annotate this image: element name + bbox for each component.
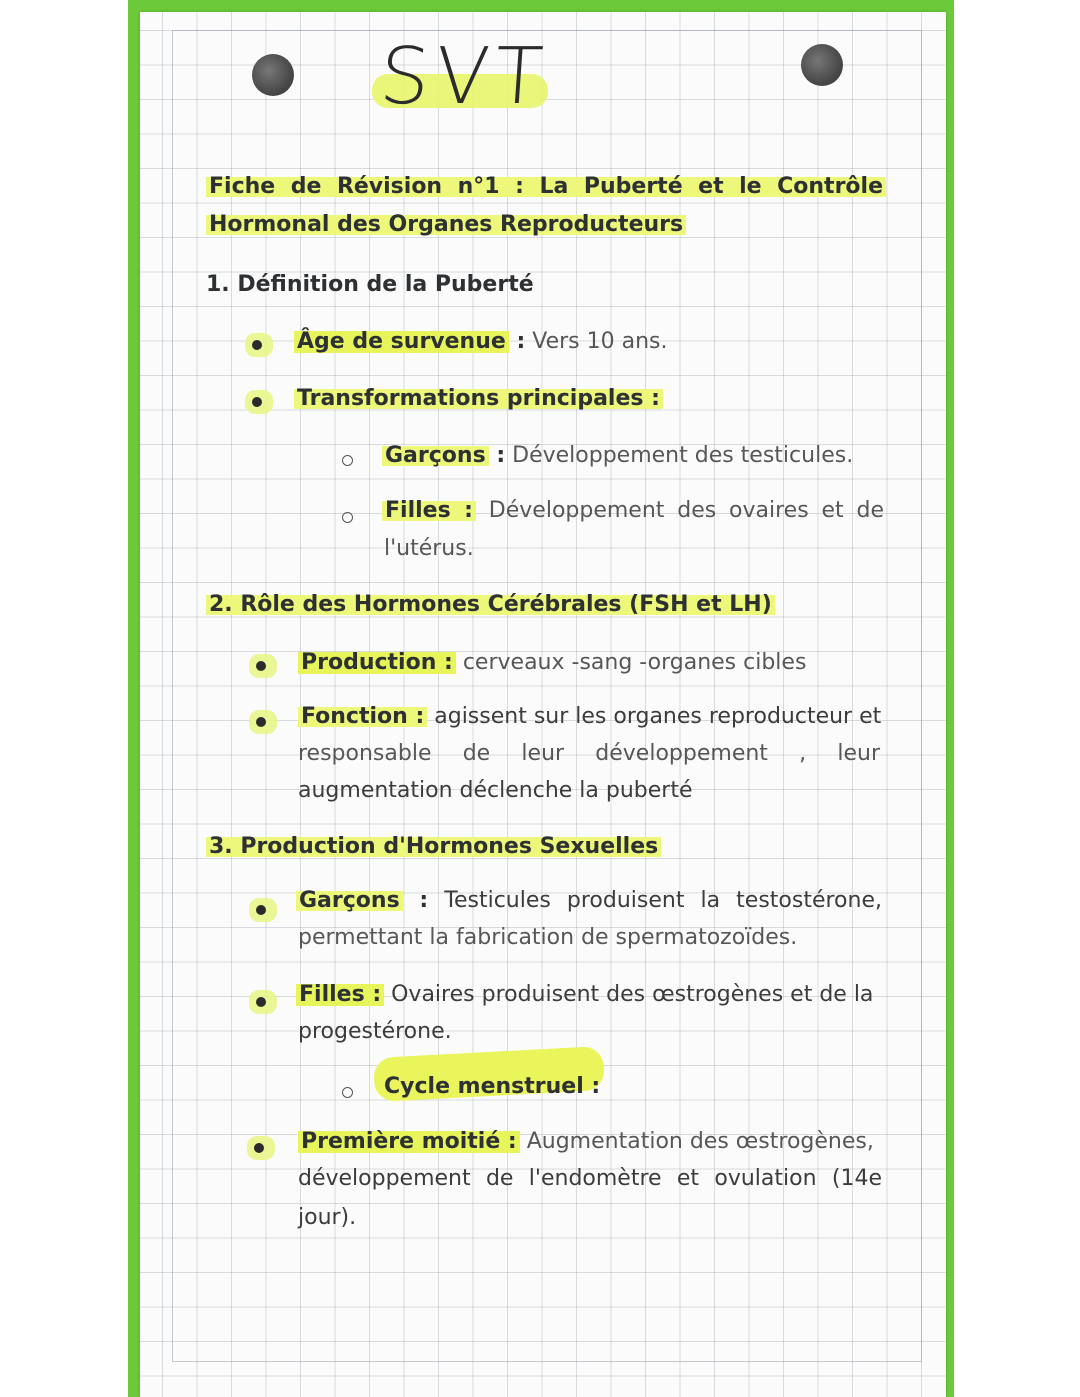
- circle-bullet-icon: [342, 1087, 353, 1098]
- label-premiere-moitie: Première moitié :: [298, 1129, 520, 1154]
- section-1-title: 1. Définition de la Puberté: [206, 272, 534, 297]
- section-3-title-text: 3. Production d'Hormones Sexuelles: [206, 834, 661, 859]
- heading-line-2-text: Hormonal des Organes Reproducteurs: [206, 212, 686, 237]
- heading-line-2: [206, 206, 686, 243]
- text-production: cerveaux -sang -organes cibles: [455, 650, 807, 675]
- bullet-icon: [256, 997, 266, 1007]
- subitem-filles-line-2: l'utérus.: [384, 536, 474, 561]
- section-2-title: [206, 586, 775, 623]
- bullet-icon: [256, 905, 266, 915]
- heading-line-1-text: Fiche de Révision n°1 : La Puberté et le Contrôle: [206, 174, 886, 199]
- list-item-production: [298, 644, 806, 681]
- list-item-age: [294, 323, 668, 360]
- subitem-cycle-menstruel: Cycle menstruel :: [384, 1074, 601, 1099]
- bullet-icon: [254, 1143, 264, 1153]
- heading-line-1: [206, 168, 886, 205]
- sep-garcons-hormones: :: [402, 888, 429, 913]
- subitem-filles: [382, 492, 884, 529]
- bullet-icon: [252, 340, 262, 350]
- section-2-title-text: 2. Rôle des Hormones Cérébrales (FSH et LH): [206, 592, 775, 617]
- premiere-moitie-line-2: développement de l'endomètre et ovulation (14e: [298, 1166, 882, 1191]
- label-filles-hormones: Filles :: [296, 982, 384, 1007]
- list-item-premiere-moitie: [298, 1123, 874, 1160]
- fonction-line-3: augmentation déclenche la puberté: [298, 778, 693, 803]
- garcons-hormones-line-2: permettant la fabrication de spermatozoïdes.: [298, 925, 798, 950]
- fonction-line-2: responsable de leur développement , leur: [298, 741, 880, 766]
- text-premiere-moitie: Augmentation des œstrogènes,: [519, 1129, 874, 1154]
- filles-hormones-line-2: progestérone.: [298, 1019, 452, 1044]
- page-title: SVT: [376, 32, 552, 122]
- list-item-fonction: [298, 698, 881, 735]
- text-garcons: Développement des testicules.: [505, 443, 854, 468]
- text-filles-hormones: Ovaires produisent des œstrogènes et de la: [384, 982, 874, 1007]
- list-item-filles-hormones: [296, 976, 873, 1013]
- section-3-title: [206, 828, 661, 865]
- sep-age: :: [508, 329, 526, 354]
- label-garcons-hormones: Garçons: [296, 888, 403, 913]
- bullet-icon: [256, 717, 266, 727]
- label-age: Âge de survenue: [294, 329, 509, 354]
- premiere-moitie-line-3: jour).: [298, 1205, 357, 1230]
- bullet-icon: [252, 397, 262, 407]
- text-filles: Développement des ovaires et de: [475, 498, 884, 523]
- subitem-garcons: [382, 437, 853, 474]
- label-fonction: Fonction :: [298, 704, 427, 729]
- text-fonction: agissent sur les organes reproducteur et: [427, 704, 882, 729]
- circle-bullet-icon: [342, 455, 353, 466]
- bullet-icon: [256, 661, 266, 671]
- sep-garcons: :: [488, 443, 506, 468]
- label-garcons: Garçons: [382, 443, 489, 468]
- label-transformations: Transformations principales :: [294, 386, 663, 411]
- list-item-garcons-hormones: [296, 882, 882, 919]
- list-item-transformations: [294, 380, 663, 417]
- circle-bullet-icon: [342, 512, 353, 523]
- label-production: Production :: [298, 650, 456, 675]
- punch-hole-right: [801, 44, 843, 86]
- punch-hole-left: [252, 54, 294, 96]
- text-garcons-hormones: Testicules produisent la testostérone,: [428, 888, 882, 913]
- text-age: Vers 10 ans.: [525, 329, 668, 354]
- label-filles: Filles :: [382, 498, 476, 523]
